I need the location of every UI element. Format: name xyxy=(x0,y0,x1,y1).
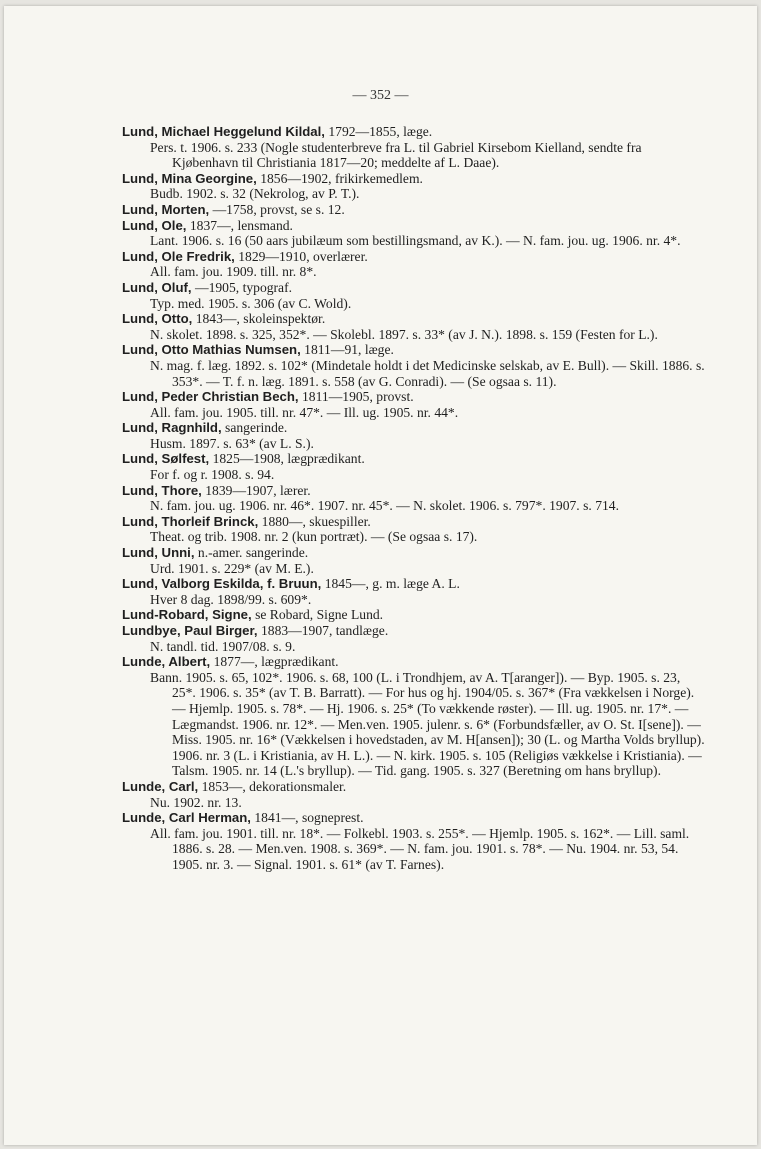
entry-description: 1883—1907, tandlæge. xyxy=(257,623,389,638)
document-page xyxy=(4,6,757,1145)
entry-description: 1811—1905, provst. xyxy=(298,389,414,405)
entry-description: 1843—, skoleinspektør. xyxy=(192,311,326,327)
entry-references: Pers. t. 1906. s. 233 (Nogle studenterbreve fra L. til Gabriel Kirsebom Kielland, sendte fra Kjøbenhavn til Christiania 1817—20; meddelte af L. Daae). xyxy=(150,139,642,171)
entry-name: Lund, Otto, xyxy=(122,311,193,327)
bibliography-entry xyxy=(122,280,707,311)
entry-description: 1877—, lægprædikant. xyxy=(210,654,339,670)
entry-heading xyxy=(122,779,707,795)
entry-description: —1758, provst, se s. 12. xyxy=(209,201,345,217)
entry-description: 1829—1910, overlærer. xyxy=(234,248,368,264)
entry-heading xyxy=(122,810,707,826)
bibliography-entry xyxy=(122,483,707,514)
entry-heading xyxy=(122,420,707,436)
entry-references: Typ. med. 1905. s. 306 (av C. Wold). xyxy=(150,295,352,311)
entry-name: Lund, Oluf, xyxy=(122,279,192,295)
entry-references: N. skolet. 1898. s. 325, 352*. — Skolebl. 1897. s. 33* (av J. N.). 1898. s. 159 (Festen for L.). xyxy=(150,326,658,342)
entry-references: Lant. 1906. s. 16 (50 aars jubilæum som bestillingsmand, av K.). — N. fam. jou. ug. 1906. nr. 4*. xyxy=(150,233,681,249)
bibliography-entry xyxy=(122,389,707,420)
bibliography-entry xyxy=(122,451,707,482)
entry-heading xyxy=(122,280,707,296)
bibliography-entry xyxy=(122,545,707,576)
entry-references: Husm. 1897. s. 63* (av L. S.). xyxy=(150,435,314,451)
bibliography-entry xyxy=(122,218,707,249)
bibliography-entry xyxy=(122,311,707,342)
entry-description: 1811—91, læge. xyxy=(300,342,394,358)
entry-references: Hver 8 dag. 1898/99. s. 609*. xyxy=(150,591,312,607)
entry-heading xyxy=(122,249,707,265)
bibliography-entry xyxy=(122,249,707,280)
entry-references: N. tandl. tid. 1907/08. s. 9. xyxy=(150,638,296,654)
entry-references: All. fam. jou. 1905. till. nr. 47*. — Ill. ug. 1905. nr. 44*. xyxy=(150,404,459,420)
entry-name: Lund, Ragnhild, xyxy=(122,420,222,436)
entry-heading xyxy=(122,171,707,187)
bibliography-entry xyxy=(122,202,707,218)
entry-name: Lund, Thore, xyxy=(122,482,202,498)
entry-references: All. fam. jou. 1909. till. nr. 8*. xyxy=(150,264,317,280)
entry-heading xyxy=(122,218,707,234)
entry-name: Lund, Peder Christian Bech, xyxy=(122,389,299,405)
entry-name: Lund, Mina Georgine, xyxy=(122,170,257,186)
bibliography-entry xyxy=(122,810,707,872)
entry-name: Lund, Unni, xyxy=(122,545,195,561)
entry-heading xyxy=(122,654,707,670)
entry-description: sangerinde. xyxy=(221,420,288,436)
entry-references: N. fam. jou. ug. 1906. nr. 46*. 1907. nr. 45*. — N. skolet. 1906. s. 797*. 1907. s. 714. xyxy=(150,498,619,514)
bibliography-entry xyxy=(122,607,707,623)
entry-references: Nu. 1902. nr. 13. xyxy=(150,794,242,810)
entry-name: Lund, Morten, xyxy=(122,201,210,217)
entry-heading xyxy=(122,514,707,530)
entry-description: se Robard, Signe Lund. xyxy=(251,607,384,623)
entry-name: Lundbye, Paul Birger, xyxy=(122,623,258,638)
entry-list xyxy=(122,124,707,873)
entry-description: 1853—, dekorationsmaler. xyxy=(198,778,347,794)
entry-name: Lund, Valborg Eskilda, f. Bruun, xyxy=(122,576,322,592)
entry-name: Lund, Ole, xyxy=(122,217,187,233)
entry-references: Budb. 1902. s. 32 (Nekrolog, av P. T.). xyxy=(150,186,360,202)
entry-heading xyxy=(122,545,707,561)
entry-description: 1841—, sogneprest. xyxy=(250,810,364,826)
entry-name: Lunde, Carl, xyxy=(122,778,199,794)
entry-name: Lund, Thorleif Brinck, xyxy=(122,513,259,529)
entry-description: 1845—, g. m. læge A. L. xyxy=(321,576,460,592)
entry-references: Theat. og trib. 1908. nr. 2 (kun portræt). — (Se ogsaa s. 17). xyxy=(150,529,478,545)
entry-description: —1905, typograf. xyxy=(191,279,293,295)
entry-description: 1856—1902, frikirkemedlem. xyxy=(256,170,423,186)
entry-description: 1880—, skuespiller. xyxy=(258,513,371,529)
entry-references: For f. og r. 1908. s. 94. xyxy=(150,467,275,483)
entry-heading xyxy=(122,311,707,327)
entry-name: Lunde, Carl Herman, xyxy=(122,810,251,826)
entry-description: n.-amer. sangerinde. xyxy=(194,545,309,561)
entry-description: 1839—1907, lærer. xyxy=(201,482,311,498)
entry-references: All. fam. jou. 1901. till. nr. 18*. — Folkebl. 1903. s. 255*. — Hjemlp. 1905. s. 162*. — Lill. saml. 1886. s. 28. — Men.ven. 1908. s. 369*. — N. fam. jou. 1901. s. 78*. — Nu. 1904. nr. 53, 54. 1905. nr. 3. — Signal. 1901. s. 61* (av T. Farnes). xyxy=(150,825,690,872)
entry-heading xyxy=(122,342,707,358)
entry-heading xyxy=(122,389,707,405)
entry-description: 1792—1855, læge. xyxy=(324,124,433,139)
entry-description: 1825—1908, lægprædikant. xyxy=(209,451,365,467)
bibliography-entry xyxy=(122,654,707,779)
entry-name: Lunde, Albert, xyxy=(122,654,211,670)
entry-name: Lund, Michael Heggelund Kildal, xyxy=(122,124,325,139)
bibliography-entry xyxy=(122,124,707,171)
bibliography-entry xyxy=(122,514,707,545)
entry-heading xyxy=(122,623,707,639)
bibliography-entry xyxy=(122,576,707,607)
bibliography-entry xyxy=(122,779,707,810)
entry-description: 1837—, lensmand. xyxy=(186,217,293,233)
entry-heading xyxy=(122,451,707,467)
bibliography-entry xyxy=(122,420,707,451)
bibliography-entry xyxy=(122,171,707,202)
bibliography-entry xyxy=(122,623,707,654)
entry-heading xyxy=(122,576,707,592)
page-number: — 352 — xyxy=(352,88,409,103)
entry-references: N. mag. f. læg. 1892. s. 102* (Mindetale holdt i det Medicinske selskab, av E. Bull). — Skill. 1886. s. 353*. — T. f. n. læg. 1891. s. 558 (av G. Conradi). — (Se ogsaa s. 11). xyxy=(150,357,705,389)
entry-heading xyxy=(122,202,707,218)
entry-references: Bann. 1905. s. 65, 102*. 1906. s. 68, 100 (L. i Trondhjem, av A. T[aranger]). — Byp. 1905. s. 23, 25*. 1906. s. 35* (av T. B. Barratt). — For hus og hj. 1904/05. s. 367* (Fra vækkelsen i Norge). — Hjemlp. 1905. s. 78*. — Hj. 1906. s. 25* (To vækkende røster). — Ill. ug. 1905. nr. 17*. — Lægmandst. 1906. nr. 12*. — Men.ven. 1905. julenr. s. 6* (Forbundsfæller, av O. St. I[sene]). — Miss. 1905. nr. 16* (Vækkelsen i hovedstaden, av M. H[ansen]); 30 (L. og Martha Volds bryllup). 1906. nr. 3 (L. i Kristiania, av H. L.). — N. kirk. 1905. s. 105 (Religiøs vækkelse i Kristiania). — Talsm. 1905. nr. 14 (L.'s bryllup). — Tid. gang. 1905. s. 327 (Beretning om hans bryllup). xyxy=(150,669,705,779)
entry-name: Lund, Ole Fredrik, xyxy=(122,248,235,264)
entry-heading xyxy=(122,483,707,499)
entry-references: Urd. 1901. s. 229* (av M. E.). xyxy=(150,560,314,576)
entry-name: Lund-Robard, Signe, xyxy=(122,607,252,623)
entry-heading xyxy=(122,607,707,623)
entry-name: Lund, Sølfest, xyxy=(122,451,210,467)
bibliography-entry xyxy=(122,342,707,389)
entry-heading xyxy=(122,124,707,140)
entry-name: Lund, Otto Mathias Numsen, xyxy=(122,342,301,358)
